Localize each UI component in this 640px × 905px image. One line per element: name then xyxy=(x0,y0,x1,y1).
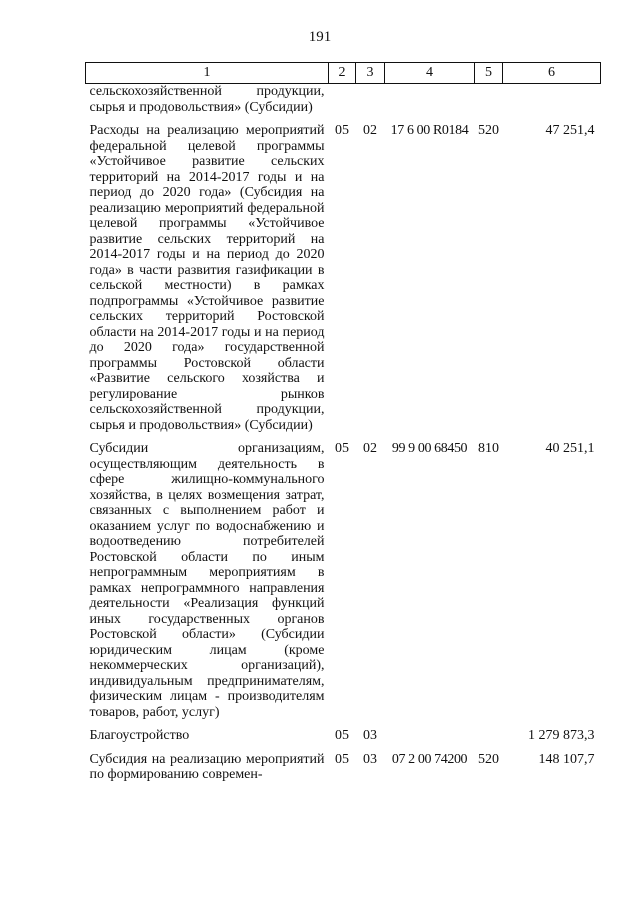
row-amount: 1 279 873,3 xyxy=(528,728,595,743)
table-row xyxy=(86,441,601,728)
row-subsection: 02 xyxy=(363,441,377,456)
page-number: 191 xyxy=(308,29,332,45)
table-row xyxy=(86,728,601,752)
column-header-3: 3 xyxy=(356,63,385,84)
row-section: 05 xyxy=(335,123,349,138)
row-target-article: 99 9 00 68450 xyxy=(391,441,468,456)
column-header-4: 4 xyxy=(385,63,475,84)
row-section: 05 xyxy=(335,728,349,743)
row-subsection xyxy=(356,84,385,124)
row-expense-type xyxy=(475,84,503,124)
budget-table xyxy=(85,62,601,783)
header-row xyxy=(86,63,601,84)
row-expense-type: 520 xyxy=(478,123,499,138)
row-description: Субсидия на реализацию мероприятий по формированию современ- xyxy=(89,751,325,782)
row-section xyxy=(329,84,356,124)
table-row xyxy=(86,752,601,783)
row-amount: 40 251,1 xyxy=(545,441,595,456)
row-expense-type xyxy=(475,728,503,752)
row-target-article xyxy=(385,728,475,752)
row-description: сельскохозяйственной продукции, сырья и продовольствия» (Субсидии) xyxy=(89,84,325,115)
row-target-article: 07 2 00 74200 xyxy=(391,751,468,767)
row-expense-type: 520 xyxy=(478,751,499,767)
row-expense-type: 810 xyxy=(478,441,499,456)
column-header-1: 1 xyxy=(86,63,329,84)
row-subsection: 03 xyxy=(363,728,377,743)
row-description: Расходы на реализацию мероприятий федеральной целевой программы «Устойчивое развитие сельских территорий на 2014-2017 годы и на период до 2020 года» (Субсидия на реализацию мероприятий федеральной целевой программы «Устойчивое развитие сельских территорий на 2014-2017 годы и на период до 2020 года» в части развития газификации в сельской местности) в рамках подпрограммы «Устойчивое развитие сельских территорий Ростовской области на 2014-2017 годы и на период до 2020 года» государственной программы Ростовской области «Развитие сельского хозяйства и регулирование рынков сельскохозяйственной продукции, сырья и продовольствия» (Субсидии) xyxy=(89,123,325,433)
row-subsection: 03 xyxy=(363,751,377,767)
table-header xyxy=(86,63,601,84)
column-header-5: 5 xyxy=(475,63,503,84)
table-body xyxy=(86,84,601,783)
row-subsection: 02 xyxy=(363,123,377,138)
row-description: Субсидии организациям, осуществляющим деятельность в сфере жилищно-коммунального хозяйства, в целях возмещения затрат, связанных с выполнением работ и оказанием услуг по водоснабжению и водоотведению потребителей Ростовской области по иным непрограммным мероприятиям в рамках непрограммного направления деятельности «Реализация функций иных государственных органов Ростовской области» (Субсидии юридическим лицам (кроме некоммерческих организаций), индивидуальным предпринимателям, физическим лицам - производителям товаров, работ, услуг) xyxy=(89,441,325,720)
row-amount: 47 251,4 xyxy=(545,123,595,138)
column-header-2: 2 xyxy=(329,63,356,84)
row-amount: 148 107,7 xyxy=(538,751,595,767)
row-section: 05 xyxy=(335,441,349,456)
table-row xyxy=(86,84,601,124)
row-target-article: 17 6 00 R0184 xyxy=(390,123,469,138)
row-section: 05 xyxy=(335,751,349,767)
row-amount xyxy=(503,84,601,124)
column-header-6: 6 xyxy=(503,63,601,84)
row-target-article xyxy=(385,84,475,124)
row-description: Благоустройство xyxy=(89,728,190,743)
table-row xyxy=(86,123,601,441)
